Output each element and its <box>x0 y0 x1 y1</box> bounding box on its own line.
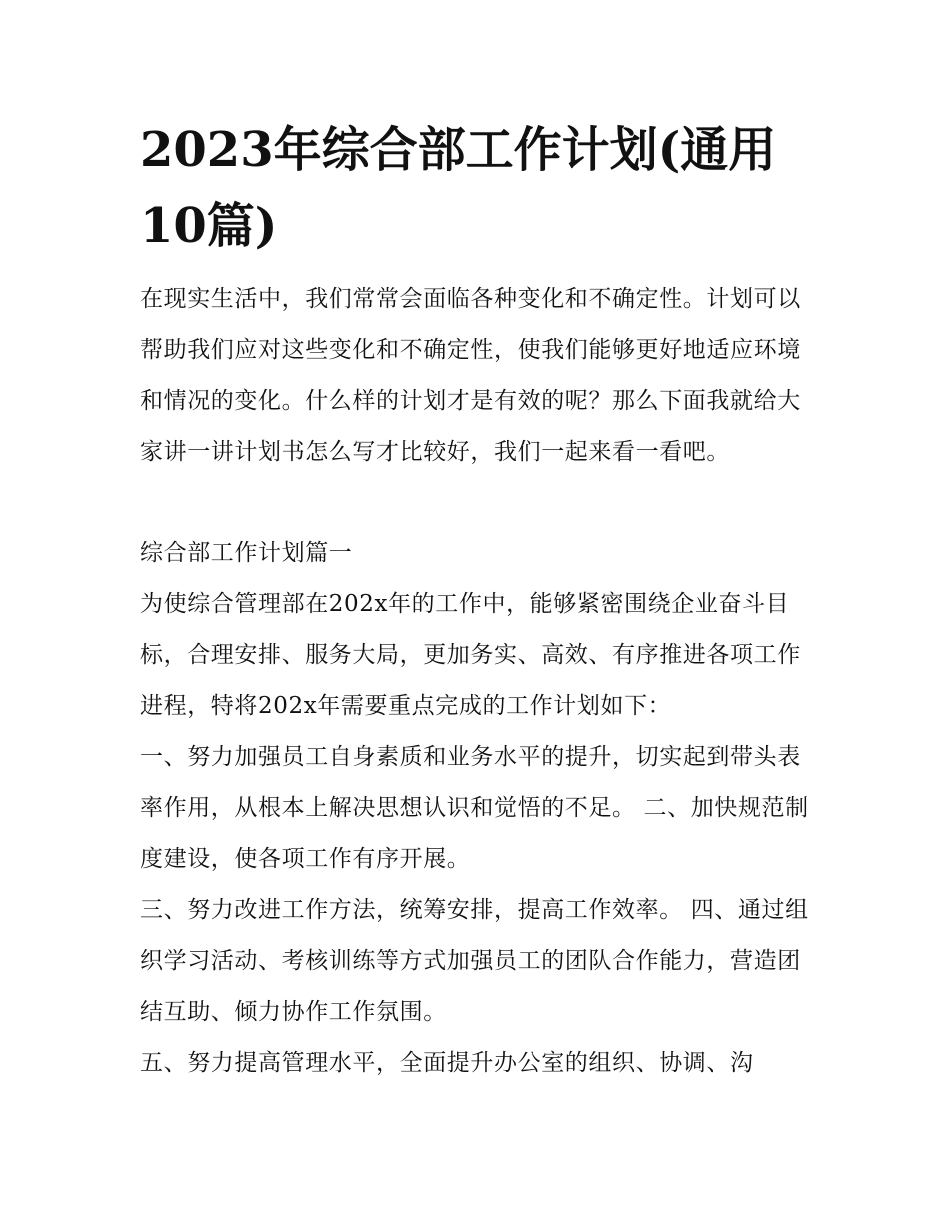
body-paragraph-3: 三、努力改进工作方法，统筹安排，提高工作效率。 四、通过组织学习活动、考核训练等方式加强员工的团队合作能力，营造团结互助、倾力协作工作氛围。 <box>140 897 809 1025</box>
document-title: 2023年综合部工作计划(通用10篇) <box>140 122 777 254</box>
body-paragraph-4: 五、努力提高管理水平，全面提升办公室的组织、协调、沟 <box>140 1050 754 1076</box>
intro-paragraph: 在现实生活中，我们常常会面临各种变化和不确定性。计划可以帮助我们应对这些变化和不确定性，使我们能够更好地适应环境和情况的变化。什么样的计划才是有效的呢？那么下面我就给大家讲一讲计划书怎么写才比较好，我们一起来看一看吧。 <box>140 286 801 465</box>
body-paragraph-2: 一、努力加强员工自身素质和业务水平的提升，切实起到带头表率作用，从根本上解决思想认识和觉悟的不足。 二、加快规范制度建设，使各项工作有序开展。 <box>140 744 809 872</box>
section-heading: 综合部工作计划篇一 <box>140 540 353 566</box>
body-paragraph-1: 为使综合管理部在202x年的工作中，能够紧密围绕企业奋斗目标，合理安排、服务大局，更加务实、高效、有序推进各项工作进程，特将202x年需要重点完成的工作计划如下： <box>140 591 801 719</box>
